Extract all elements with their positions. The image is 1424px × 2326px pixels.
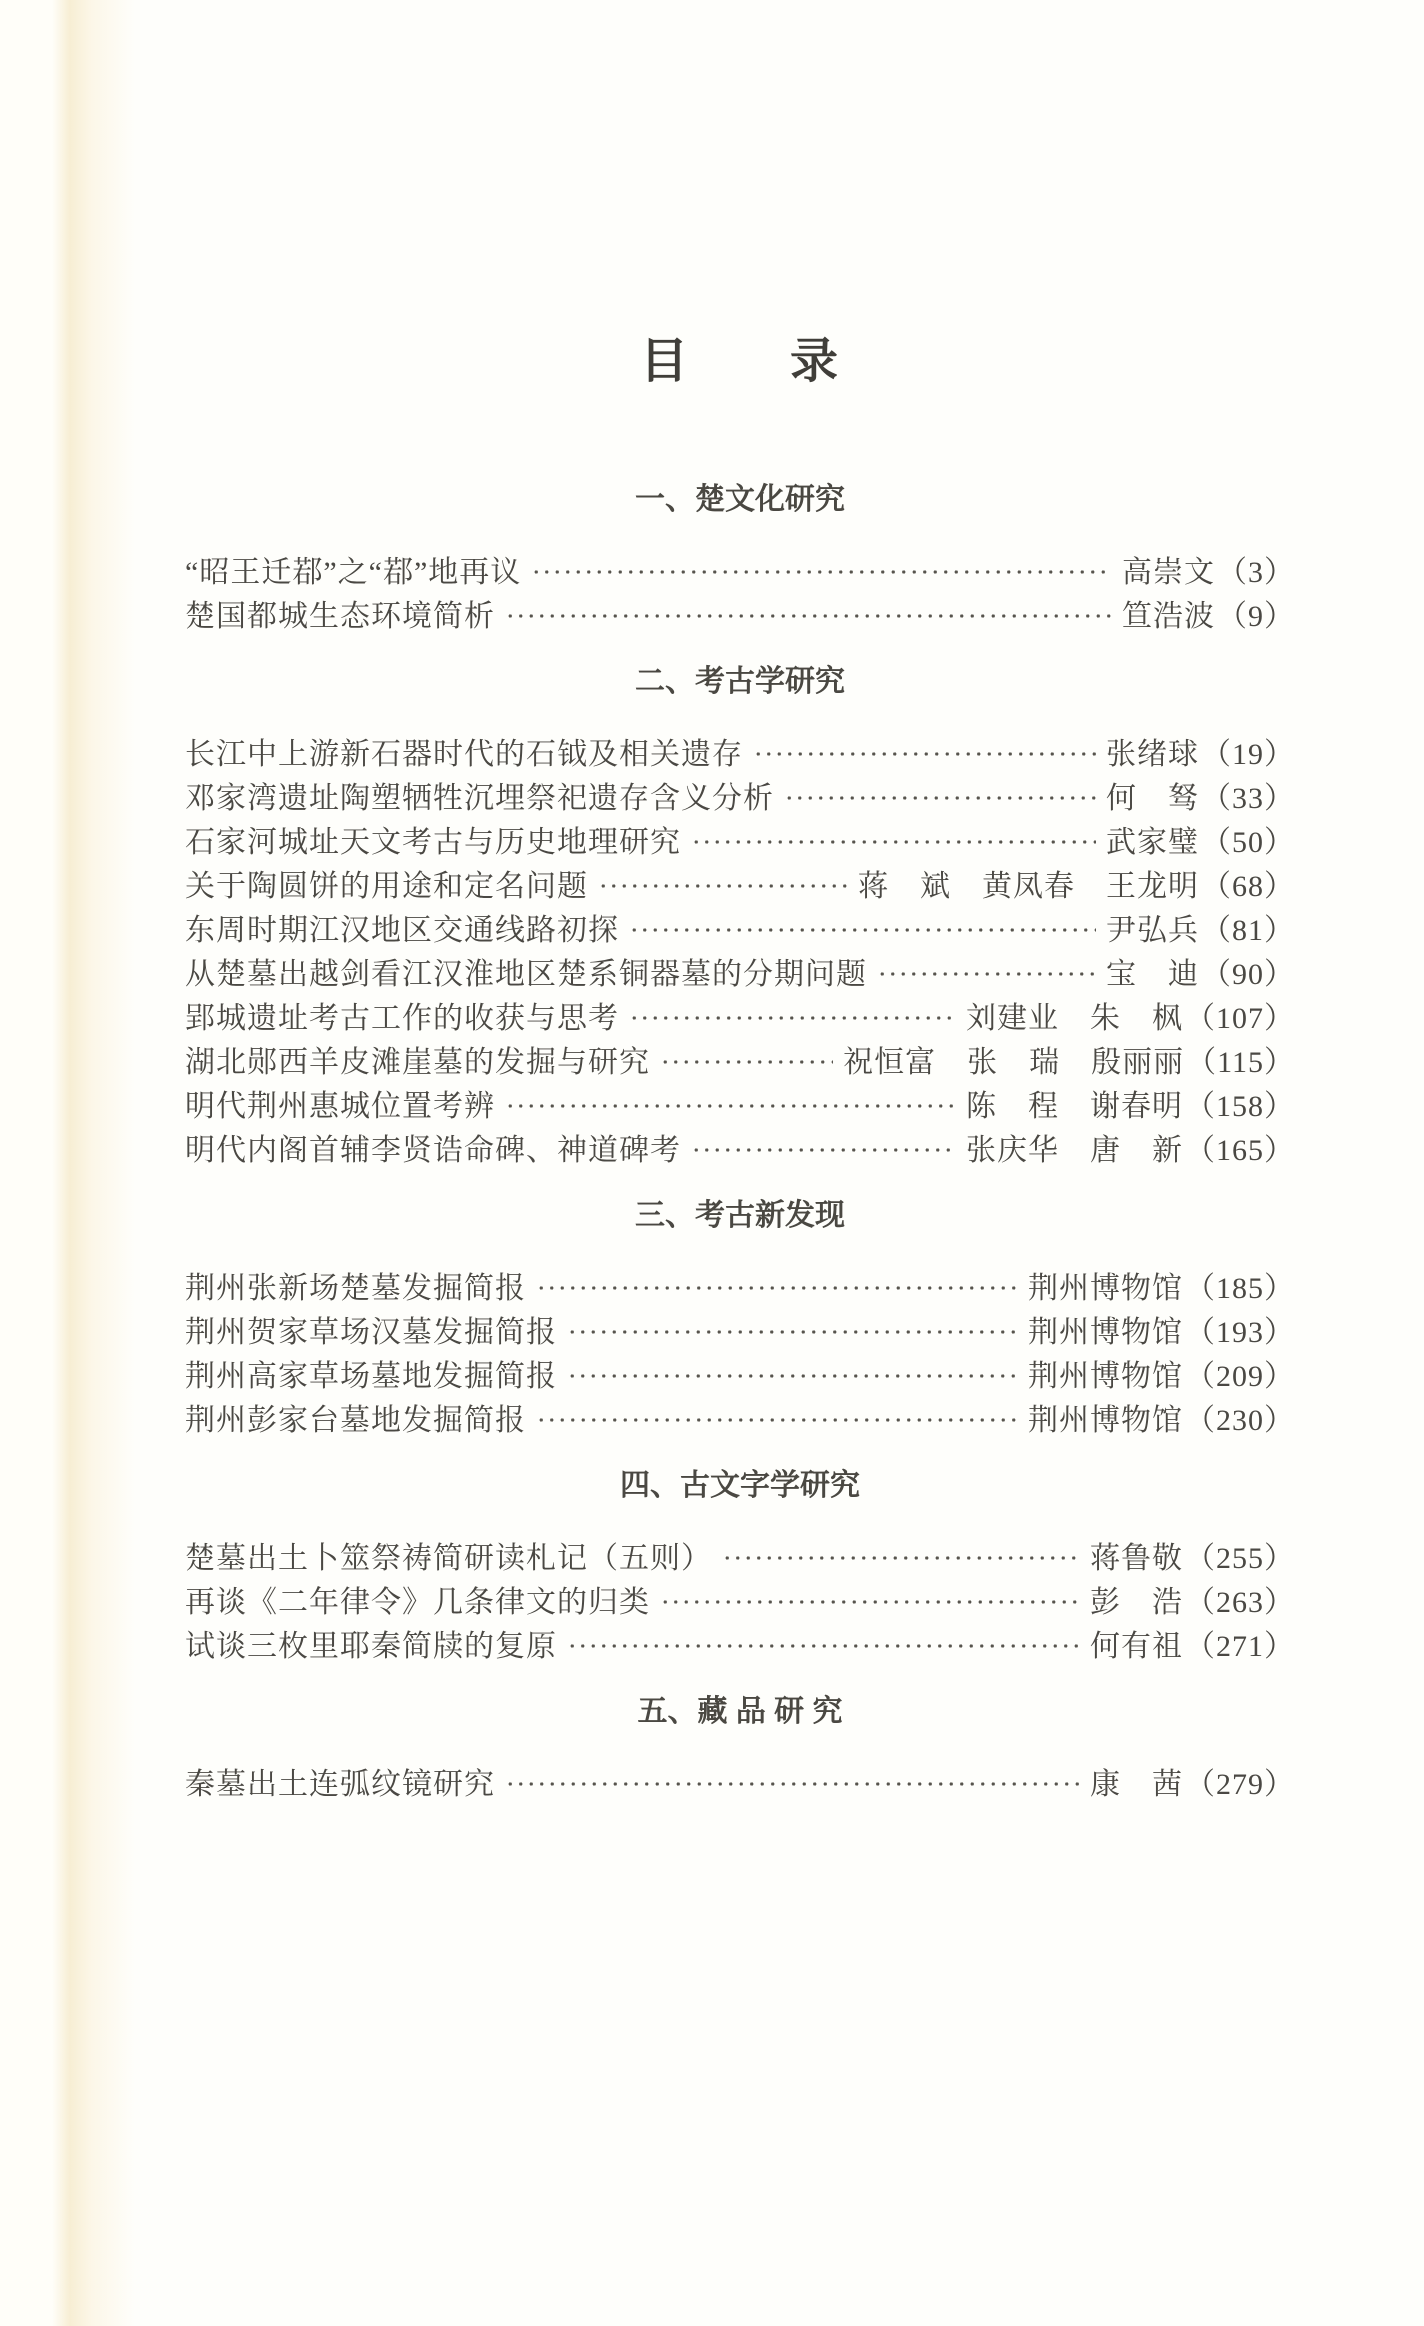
toc-entry-row bbox=[185, 591, 1295, 635]
toc-page bbox=[0, 334, 1424, 2326]
entry-authors: 笪浩波 bbox=[1122, 600, 1215, 633]
section-entries bbox=[185, 1759, 1295, 1803]
toc-entry-row bbox=[185, 817, 1295, 861]
entry-title: 明代内阁首辅李贤诰命碑、神道碑考 bbox=[185, 1134, 681, 1167]
toc-section bbox=[185, 1194, 1295, 1439]
toc-entry-row bbox=[185, 861, 1295, 905]
dotted-leader bbox=[598, 881, 848, 891]
dotted-leader bbox=[753, 749, 1096, 759]
entry-page-number: （107） bbox=[1185, 1002, 1295, 1035]
entry-page-number: （230） bbox=[1185, 1404, 1295, 1437]
entry-page-number: （33） bbox=[1201, 782, 1295, 815]
entry-title: 试谈三枚里耶秦简牍的复原 bbox=[185, 1630, 557, 1663]
section-entries bbox=[185, 729, 1295, 1169]
entry-page-number: （90） bbox=[1201, 958, 1295, 991]
toc-entry-row bbox=[185, 1263, 1295, 1307]
section-heading: 四、古文字学研究 bbox=[620, 1469, 860, 1502]
entry-authors: 何有祖 bbox=[1090, 1630, 1183, 1663]
entry-authors: 何 驽 bbox=[1106, 782, 1199, 815]
entry-authors: 蒋 斌 黄凤春 王龙明 bbox=[858, 870, 1199, 903]
toc-entry-row bbox=[185, 1081, 1295, 1125]
dotted-leader bbox=[691, 837, 1096, 847]
dotted-leader bbox=[536, 1415, 1018, 1425]
entry-title: 荆州高家草场墓地发掘简报 bbox=[185, 1360, 557, 1393]
toc-entry-row bbox=[185, 949, 1295, 993]
page-title: 目 录 bbox=[639, 335, 840, 388]
entry-page-number: （185） bbox=[1185, 1272, 1295, 1305]
toc-entry-row bbox=[185, 773, 1295, 817]
entry-page-number: （271） bbox=[1185, 1630, 1295, 1663]
entry-authors: 尹弘兵 bbox=[1106, 914, 1199, 947]
entry-title: 秦墓出土连弧纹镜研究 bbox=[185, 1768, 495, 1801]
entry-page-number: （255） bbox=[1185, 1542, 1295, 1575]
section-heading: 二、考古学研究 bbox=[635, 665, 845, 698]
entry-title: “昭王迁鄀”之“鄀”地再议 bbox=[185, 556, 522, 589]
entry-title: 楚墓出土卜筮祭祷简研读札记（五则） bbox=[185, 1542, 712, 1575]
entry-page-number: （209） bbox=[1185, 1360, 1295, 1393]
entry-authors: 祝恒富 张 瑞 殷丽丽 bbox=[843, 1046, 1185, 1079]
toc-entry-row bbox=[185, 1759, 1295, 1803]
toc-entry-row bbox=[185, 1037, 1295, 1081]
entry-page-number: （3） bbox=[1217, 556, 1295, 589]
section-heading: 五、藏 品 研 究 bbox=[637, 1695, 843, 1728]
toc-entry-row bbox=[185, 1351, 1295, 1395]
dotted-leader bbox=[691, 1145, 956, 1155]
toc-entry-row bbox=[185, 1395, 1295, 1439]
entry-title: 再谈《二年律令》几条律文的归类 bbox=[185, 1586, 650, 1619]
toc-entry-row bbox=[185, 1125, 1295, 1169]
entry-title: 郢城遗址考古工作的收获与思考 bbox=[185, 1002, 619, 1035]
entry-authors: 刘建业 朱 枫 bbox=[966, 1002, 1183, 1035]
dotted-leader bbox=[784, 793, 1096, 803]
section-heading: 三、考古新发现 bbox=[635, 1199, 845, 1232]
dotted-leader bbox=[531, 567, 1112, 577]
entry-page-number: （193） bbox=[1185, 1316, 1295, 1349]
entry-authors: 陈 程 谢春明 bbox=[966, 1090, 1183, 1123]
dotted-leader bbox=[536, 1283, 1018, 1293]
dotted-leader bbox=[660, 1057, 833, 1067]
entry-page-number: （68） bbox=[1201, 870, 1295, 903]
entry-authors: 宝 迪 bbox=[1106, 958, 1199, 991]
entry-page-number: （9） bbox=[1217, 600, 1295, 633]
entry-title: 邓家湾遗址陶塑牺牲沉埋祭祀遗存含义分析 bbox=[185, 782, 774, 815]
entry-authors: 彭 浩 bbox=[1090, 1586, 1183, 1619]
toc-section bbox=[185, 478, 1295, 635]
toc-section bbox=[185, 660, 1295, 1169]
entry-authors: 荆州博物馆 bbox=[1028, 1360, 1183, 1393]
toc-section bbox=[185, 1464, 1295, 1665]
dotted-leader bbox=[629, 925, 1096, 935]
entry-title: 长江中上游新石器时代的石钺及相关遗存 bbox=[185, 738, 743, 771]
dotted-leader bbox=[505, 1779, 1080, 1789]
toc-sections bbox=[185, 478, 1295, 1803]
entry-authors: 康 茜 bbox=[1090, 1768, 1183, 1801]
toc-entry-row bbox=[185, 1577, 1295, 1621]
toc-entry-row bbox=[185, 1307, 1295, 1351]
toc-entry-row bbox=[185, 993, 1295, 1037]
dotted-leader bbox=[722, 1553, 1080, 1563]
entry-title: 从楚墓出越剑看江汉淮地区楚系铜器墓的分期问题 bbox=[185, 958, 867, 991]
entry-page-number: （115） bbox=[1186, 1046, 1295, 1079]
entry-page-number: （50） bbox=[1201, 826, 1295, 859]
entry-authors: 张庆华 唐 新 bbox=[966, 1134, 1183, 1167]
dotted-leader bbox=[567, 1327, 1018, 1337]
entry-title: 荆州张新场楚墓发掘简报 bbox=[185, 1272, 526, 1305]
entry-authors: 荆州博物馆 bbox=[1028, 1272, 1183, 1305]
dotted-leader bbox=[567, 1641, 1080, 1651]
entry-title: 湖北郧西羊皮滩崖墓的发掘与研究 bbox=[185, 1046, 650, 1079]
entry-authors: 张绪球 bbox=[1106, 738, 1199, 771]
section-entries bbox=[185, 1533, 1295, 1665]
dotted-leader bbox=[505, 1101, 956, 1111]
entry-page-number: （165） bbox=[1185, 1134, 1295, 1167]
dotted-leader bbox=[505, 611, 1112, 621]
entry-authors: 荆州博物馆 bbox=[1028, 1316, 1183, 1349]
dotted-leader bbox=[567, 1371, 1018, 1381]
toc-entry-row bbox=[185, 1621, 1295, 1665]
toc-entry-row bbox=[185, 547, 1295, 591]
toc-entry-row bbox=[185, 729, 1295, 773]
entry-title: 东周时期江汉地区交通线路初探 bbox=[185, 914, 619, 947]
entry-authors: 蒋鲁敬 bbox=[1090, 1542, 1183, 1575]
dotted-leader bbox=[660, 1597, 1080, 1607]
section-entries bbox=[185, 1263, 1295, 1439]
entry-title: 明代荆州惠城位置考辨 bbox=[185, 1090, 495, 1123]
entry-page-number: （263） bbox=[1185, 1586, 1295, 1619]
entry-title: 楚国都城生态环境简析 bbox=[185, 600, 495, 633]
toc-entry-row bbox=[185, 905, 1295, 949]
entry-title: 荆州贺家草场汉墓发掘简报 bbox=[185, 1316, 557, 1349]
toc-entry-row bbox=[185, 1533, 1295, 1577]
entry-page-number: （158） bbox=[1185, 1090, 1295, 1123]
entry-title: 荆州彭家台墓地发掘简报 bbox=[185, 1404, 526, 1437]
entry-page-number: （279） bbox=[1185, 1768, 1295, 1801]
section-entries bbox=[185, 547, 1295, 635]
entry-page-number: （81） bbox=[1201, 914, 1295, 947]
entry-title: 关于陶圆饼的用途和定名问题 bbox=[185, 870, 588, 903]
entry-authors: 高崇文 bbox=[1122, 556, 1215, 589]
dotted-leader bbox=[629, 1013, 956, 1023]
dotted-leader bbox=[877, 969, 1096, 979]
entry-page-number: （19） bbox=[1201, 738, 1295, 771]
toc-section bbox=[185, 1690, 1295, 1803]
entry-authors: 荆州博物馆 bbox=[1028, 1404, 1183, 1437]
entry-authors: 武家璧 bbox=[1106, 826, 1199, 859]
section-heading: 一、楚文化研究 bbox=[635, 483, 845, 516]
entry-title: 石家河城址天文考古与历史地理研究 bbox=[185, 826, 681, 859]
